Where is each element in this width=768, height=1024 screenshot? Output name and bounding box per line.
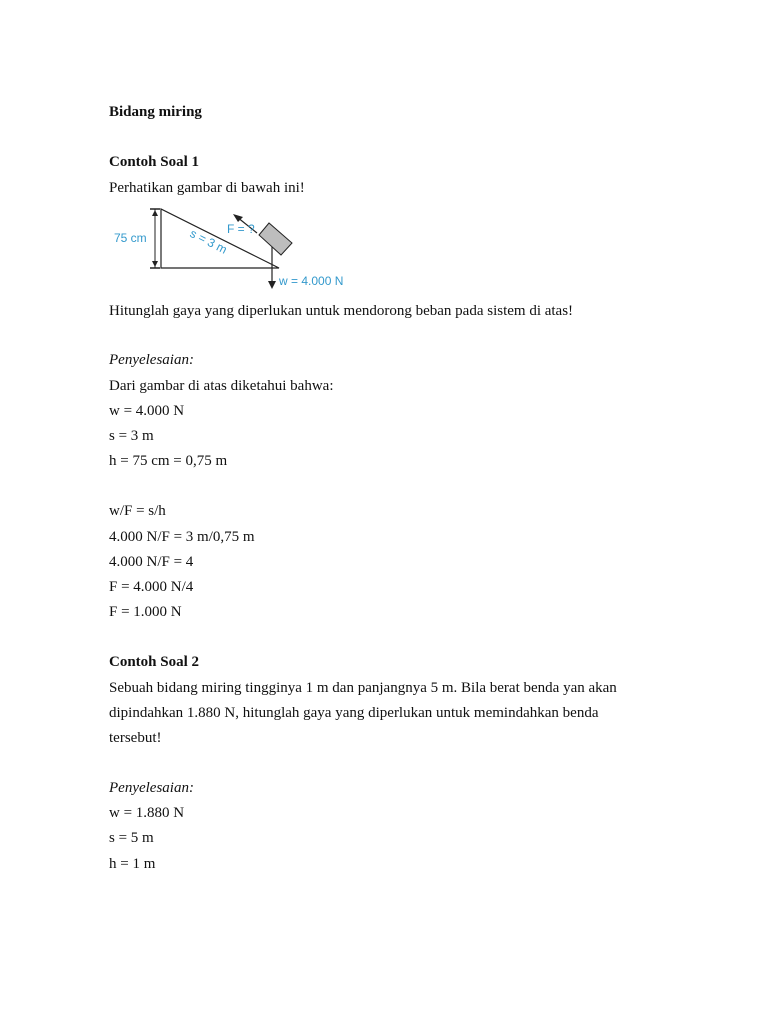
example-1-given-intro: Dari gambar di atas diketahui bahwa: — [109, 378, 334, 394]
inclined-plane-figure — [109, 203, 359, 293]
example-1-title: Contoh Soal 1 — [109, 154, 200, 170]
example-1-step-5: F = 1.000 N — [109, 604, 182, 620]
height-arrow-up-icon — [152, 210, 158, 216]
height-label: 75 cm — [114, 231, 147, 245]
example-2-title: Contoh Soal 2 — [109, 654, 200, 670]
height-arrow-down-icon — [152, 261, 158, 267]
example-1-step-2: 4.000 N/F = 3 m/0,75 m — [109, 529, 255, 545]
example-1-solution-label: Penyelesaian: — [109, 352, 194, 368]
slope-label: s = 3 m — [187, 226, 230, 257]
example-1-step-1: w/F = s/h — [109, 503, 166, 519]
example-2-question-line-2: dipindahkan 1.880 N, hitunglah gaya yang diperlukan untuk memindahkan benda — [109, 705, 599, 721]
example-2-given-slope: s = 5 m — [109, 830, 154, 846]
weight-arrow-head-icon — [268, 281, 276, 289]
force-label: F = ? — [227, 222, 255, 236]
example-2-given-weight: w = 1.880 N — [109, 805, 185, 821]
example-1-given-height: h = 75 cm = 0,75 m — [109, 453, 228, 469]
example-2-question-line-3: tersebut! — [109, 730, 162, 746]
section-heading: Bidang miring — [109, 104, 202, 120]
example-2-solution-label: Penyelesaian: — [109, 780, 194, 796]
weight-label: w = 4.000 N — [279, 274, 344, 288]
example-1-intro: Perhatikan gambar di bawah ini! — [109, 180, 305, 196]
example-1-step-4: F = 4.000 N/4 — [109, 579, 194, 595]
example-1-question: Hitunglah gaya yang diperlukan untuk mendorong beban pada sistem di atas! — [109, 303, 574, 319]
load-block — [259, 223, 292, 255]
example-1-given-slope: s = 3 m — [109, 428, 154, 444]
example-2-question-line-1: Sebuah bidang miring tingginya 1 m dan panjangnya 5 m. Bila berat benda yan akan — [109, 680, 617, 696]
example-2-given-height: h = 1 m — [109, 856, 156, 872]
example-1-given-weight: w = 4.000 N — [109, 403, 185, 419]
inclined-plane-diagram — [109, 203, 359, 293]
example-1-step-3: 4.000 N/F = 4 — [109, 554, 194, 570]
